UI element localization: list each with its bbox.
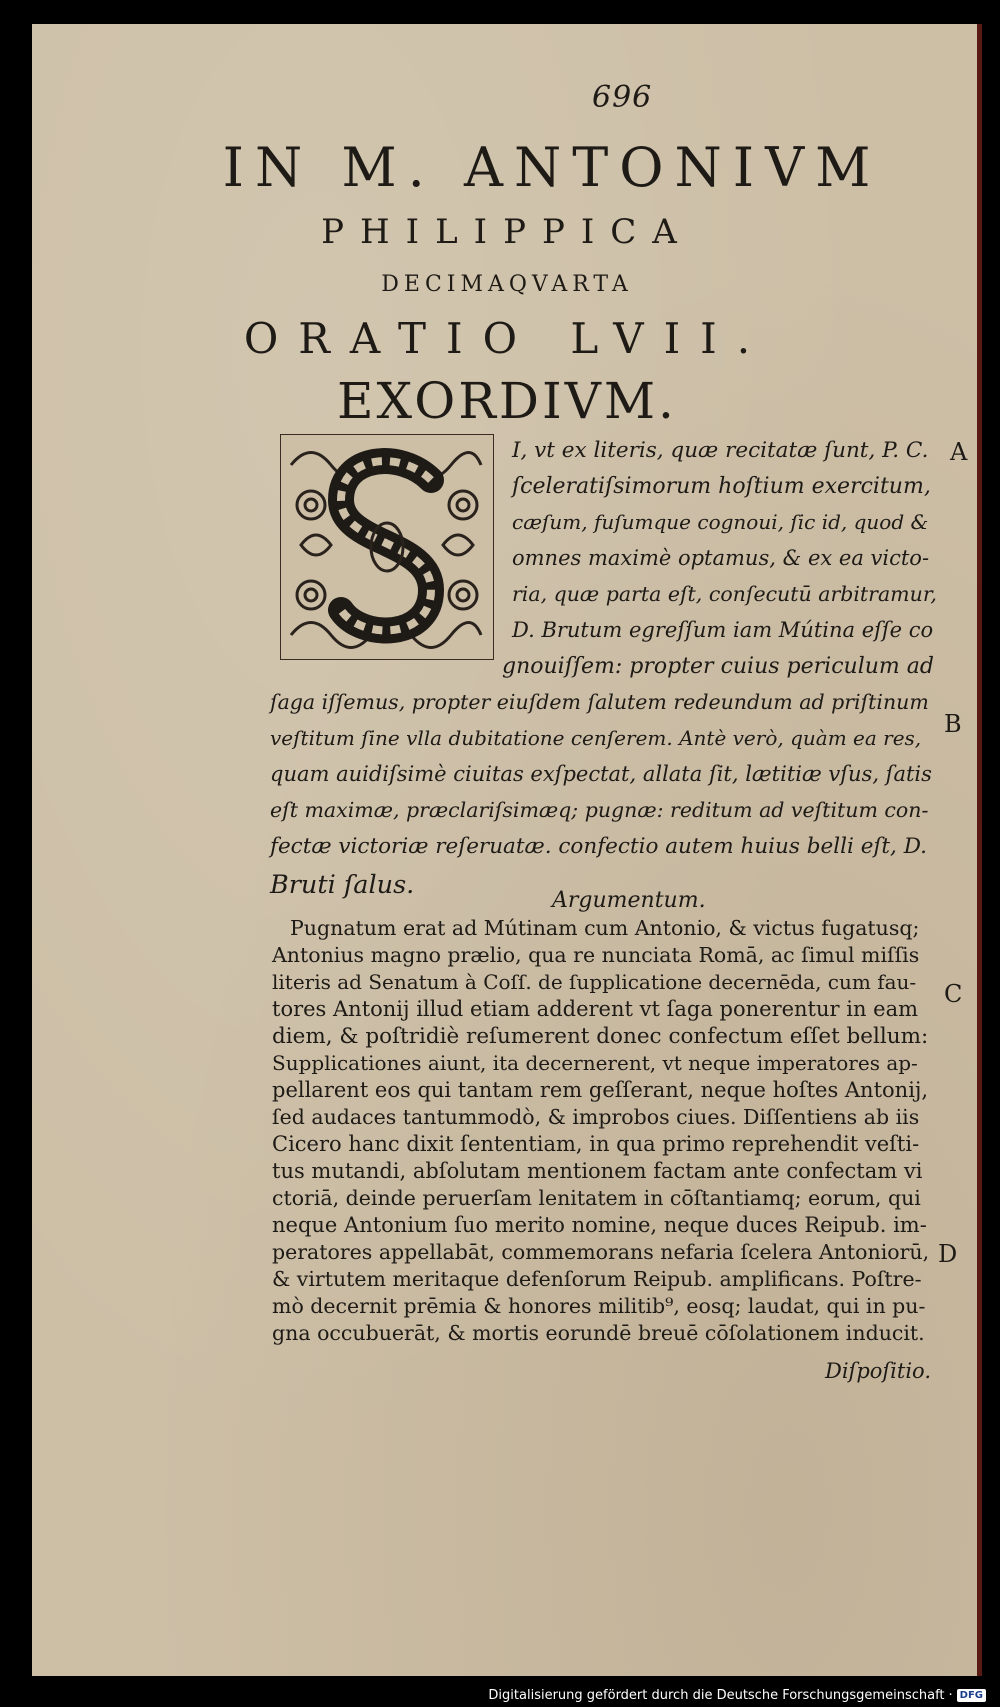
exordium-line: I, vt ex literis, quæ recitatæ ſunt, P. C. [512, 438, 929, 463]
argument-line: Antonius magno prælio, qua re nunciata Romā, ac ſimul miſſis [272, 943, 920, 967]
argument-line: diem, & poſtridiè reſumerent donec confectum eſſet bellum: [272, 1024, 929, 1049]
exordium-line: quam auidiſsimè ciuitas exſpectat, allata ſit, lætitiæ vſus, ſatis [270, 762, 932, 786]
title-line-4: ORATIO LVII. [243, 314, 771, 363]
exordium-line: ſaga iſſemus, propter eiuſdem ſalutem redeundum ad priſtinum [270, 690, 929, 714]
argument-line: pellarent eos qui tantam rem geſſerant, neque hoſtes Antonij, [272, 1078, 929, 1102]
catchword: Diſpoſitio. [825, 1359, 932, 1383]
title-line-1: IN M. ANTONIVM [222, 136, 882, 199]
footer-credit-text: Digitalisierung gefördert durch die Deutsche Forschungsgemeinschaft [488, 1688, 945, 1703]
exordium-line: fectæ victoriæ reſeruatæ. confectio autem huius belli eſt, D. [270, 834, 928, 859]
margin-letter-c: C [944, 980, 963, 1008]
argument-line: Cicero hanc dixit ſententiam, in qua primo reprehendit veſti- [272, 1132, 920, 1156]
exordium-line: Bruti ſalus. [270, 870, 415, 900]
argument-line: neque Antonium ſuo merito nomine, neque duces Reipub. im- [272, 1213, 927, 1237]
exordium-line: omnes maximè optamus, & ex ea victo- [512, 546, 930, 570]
exordium-line: ria, quæ parta eſt, conſecutū arbitramur, [512, 582, 937, 606]
exordium-line: eſt maximæ, præclariſsimæq; pugnæ: reditum ad veſtitum con- [270, 798, 929, 822]
argument-line: & virtutem meritaque defenſorum Reipub. amplificans. Poſtre- [272, 1267, 922, 1291]
argument-line: gna occubuerāt, & mortis eorundē breuē cōſolationem inducit. [272, 1321, 925, 1345]
argument-line: Supplicationes aiunt, ita decernerent, vt neque imperatores ap- [272, 1051, 918, 1075]
argument-line: mò decernit prēmia & honores militib⁹, eosq; laudat, qui in pu- [272, 1294, 926, 1318]
book-page [32, 24, 982, 1676]
exordium-line: cæſum, fuſumque cognoui, ſic id, quod & [512, 510, 929, 534]
section-heading-exordium: EXORDIVM. [337, 372, 677, 430]
margin-letter-d: D [938, 1240, 958, 1268]
argument-line: literis ad Senatum à Coſſ. de ſupplicatione decernēda, cum fau- [272, 970, 917, 994]
margin-letter-a: A [950, 438, 968, 466]
page-number: 696 [592, 80, 653, 115]
argument-line: peratores appellabāt, commemorans nefaria ſcelera Antoniorū, [272, 1240, 930, 1264]
exordium-line: ſceleratiſsimorum hoſtium exercitum, [512, 474, 931, 499]
argument-line: ctoriā, deinde peruerſam lenitatem in cōſtantiamq; eorum, qui [272, 1186, 921, 1210]
argument-title: Argumentum. [552, 888, 706, 913]
argument-line: ſed audaces tantummodò, & improbos ciues. Diſſentiens ab iis [272, 1105, 920, 1129]
argument-line: tores Antonij illud etiam adderent vt ſaga ponerentur in eam [272, 997, 919, 1021]
exordium-line: gnouiſſem: propter cuius periculum ad [502, 654, 934, 679]
margin-letter-b: B [944, 710, 962, 738]
argument-line: Pugnatum erat ad Mútinam cum Antonio, & victus fugatusq; [290, 916, 920, 940]
exordium-line: D. Brutum egreſſum iam Mútina eſſe co [512, 618, 934, 642]
digitization-footer: Digitalisierung gefördert durch die Deutsche Forschungsgemeinschaft · DFG [488, 1688, 986, 1703]
title-line-3: DECIMAQVARTA [381, 272, 633, 297]
decorated-initial-s-icon [280, 434, 494, 660]
title-line-2: PHILIPPICA [321, 212, 693, 252]
exordium-line: veſtitum ſine vlla dubitatione cenſerem. Antè verò, quàm ea res, [270, 726, 922, 750]
dfg-logo-icon: DFG [957, 1689, 986, 1702]
argument-line: tus mutandi, abſolutam mentionem factam ante confectam vi [272, 1159, 923, 1183]
